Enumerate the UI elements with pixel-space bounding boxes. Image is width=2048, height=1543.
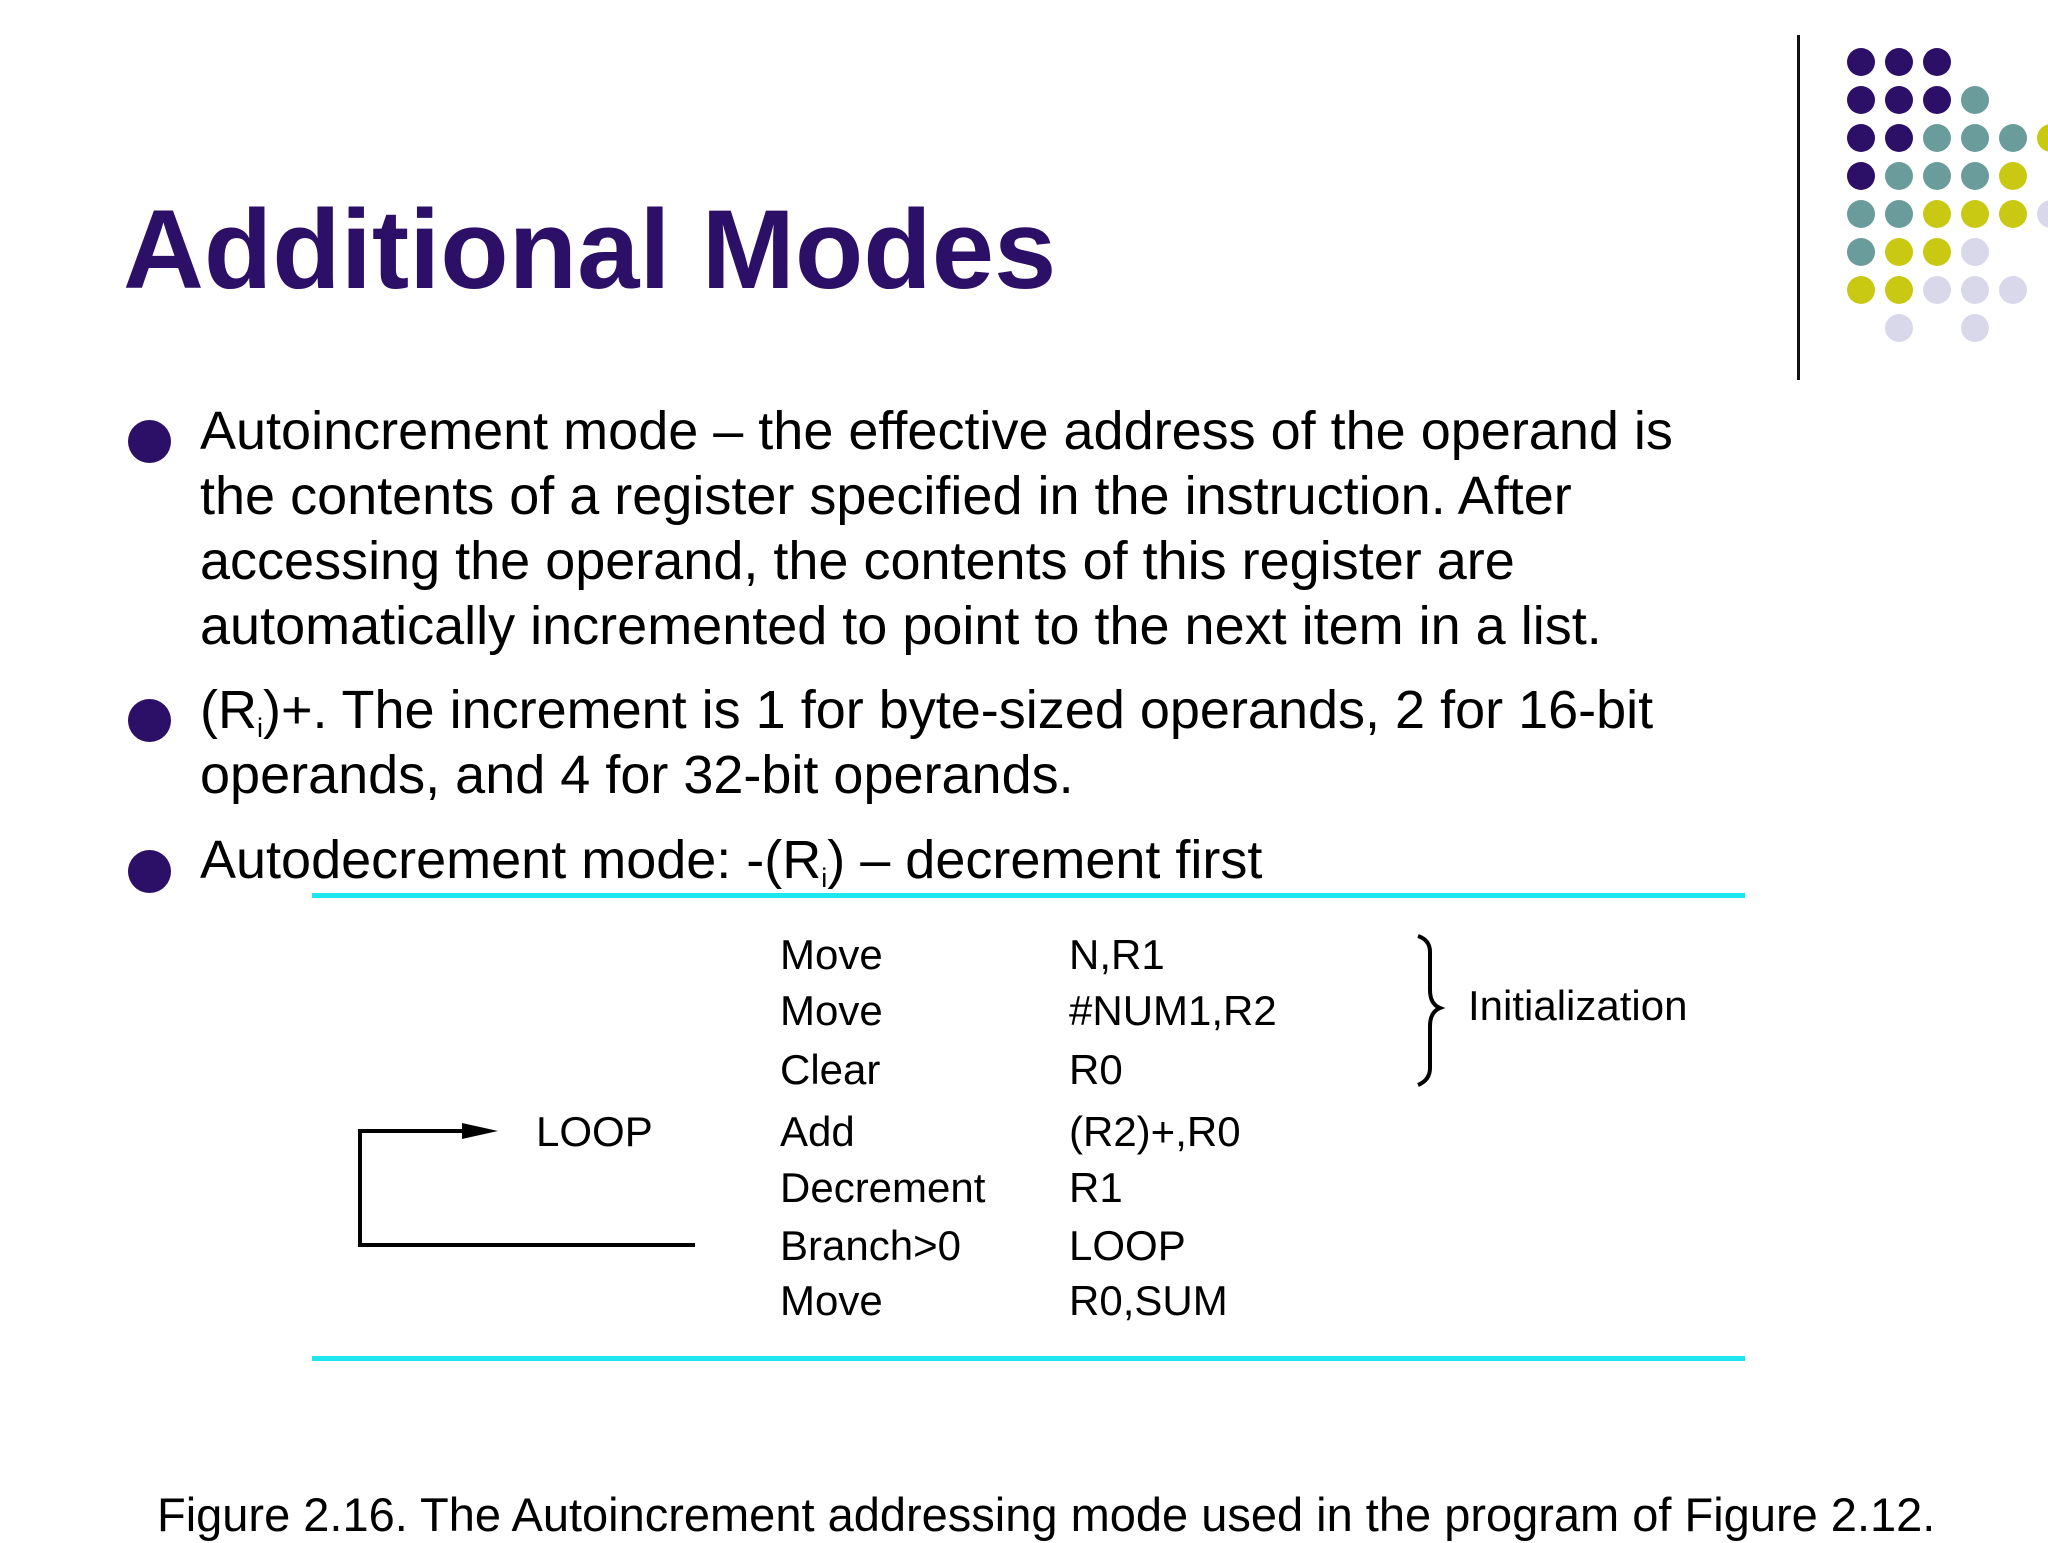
instruction-op: Move — [780, 1277, 883, 1324]
instruction-operand: (R2)+,R0 — [1069, 1108, 1241, 1155]
instruction-operand: #NUM1,R2 — [1069, 987, 1277, 1034]
instruction-op: Move — [780, 931, 883, 978]
instruction-operand: N,R1 — [1069, 931, 1165, 978]
instruction-operand: R0,SUM — [1069, 1277, 1228, 1324]
register-subscript: i — [821, 863, 828, 893]
bullet-line: the contents of a register specified in the instruction. After — [200, 466, 1572, 526]
register-prefix: (R — [200, 680, 257, 740]
instruction-op: Add — [780, 1108, 855, 1155]
bullet-line: operands, and 4 for 32-bit operands. — [200, 745, 1074, 805]
bullet-line: accessing the operand, the contents of this register are — [200, 531, 1515, 591]
loop-arrow-head — [462, 1123, 498, 1139]
initialization-brace — [1418, 936, 1440, 1085]
instruction-operand: R0 — [1069, 1046, 1123, 1093]
instruction-op: Move — [780, 987, 883, 1034]
bullet-text: )+. The increment is 1 for byte-sized operands, 2 for 16-bit — [262, 680, 1654, 740]
instruction-op: Clear — [780, 1046, 881, 1093]
loop-label: LOOP — [536, 1108, 653, 1155]
instruction-operand: LOOP — [1069, 1222, 1186, 1269]
bullet-line: automatically incremented to point to the next item in a list. — [200, 596, 1602, 656]
register-prefix: Autodecrement mode: -(R — [200, 830, 822, 890]
instruction-op: Decrement — [780, 1164, 986, 1211]
bullet-text: ) – decrement first — [827, 830, 1263, 890]
instruction-op: Branch>0 — [780, 1222, 961, 1269]
initialization-label: Initialization — [1468, 982, 1688, 1029]
figure-caption: Figure 2.16. The Autoincrement addressing mode used in the program of Figure 2.12. — [157, 1488, 1936, 1541]
slide-title: Additional Modes — [123, 187, 1057, 312]
register-subscript: i — [256, 713, 263, 743]
bullet-line: Autoincrement mode – the effective address of the operand is — [200, 401, 1673, 461]
instruction-operand: R1 — [1069, 1164, 1123, 1211]
